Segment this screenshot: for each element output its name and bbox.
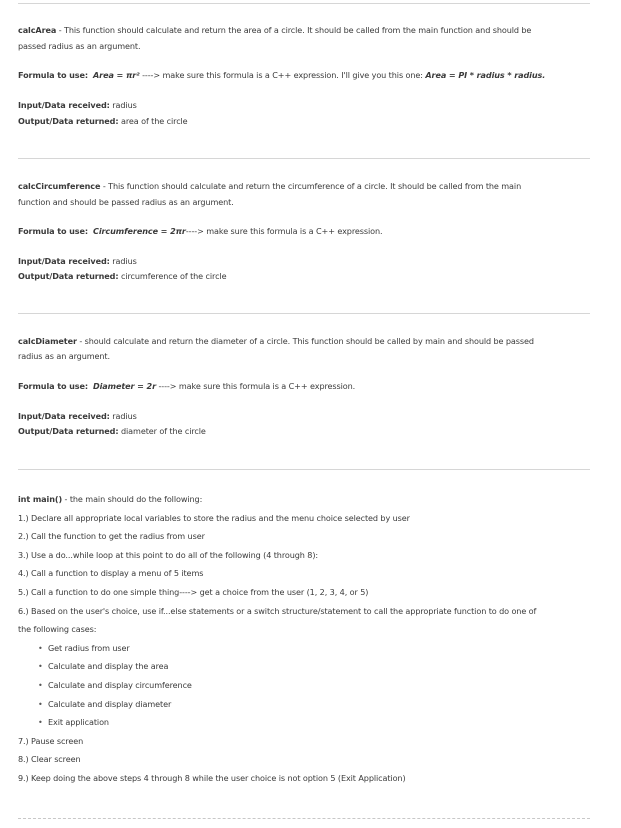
bottom-divider [18,818,590,819]
list-item: • Get radius from user [38,643,130,653]
calc-diameter-formula: Formula to use: Diameter = 2r ----> make sure this formula is a C++ expression. [18,381,356,391]
calc-diameter-desc-line-1: calcDiameter - should calculate and return the diameter of a circle. This function should be called by main and should be passed [18,336,534,346]
main-step: 6.) Based on the user's choice, use if...else statements or a switch structure/statement to call the appropriate function to do one of [18,606,537,616]
calc-circumference-formula: Formula to use: Circumference = 2πr----> make sure this formula is a C++ expression. [18,226,383,236]
calc-area-output: Output/Data returned: area of the circle [18,116,188,126]
calc-circumference-input: Input/Data received: radius [18,256,137,266]
main-step: 7.) Pause screen [18,736,84,746]
calc-area-desc-line-2: passed radius as an argument. [18,41,141,51]
function-name: calcCircumference [18,181,101,191]
function-name: int main() [18,494,63,504]
calc-area-formula: Formula to use: Area = πr² ----> make sure this formula is a C++ expression. I'll give you this one: Area = PI * radius * radius. [18,70,546,80]
main-step: 1.) Declare all appropriate local variables to store the radius and the menu choice selected by user [18,513,410,523]
main-intro: int main() - the main should do the following: [18,494,203,504]
main-step: 5.) Call a function to do one simple thing----> get a choice from the user (1, 2, 3, 4, or 5) [18,587,369,597]
function-name: calcDiameter [18,336,77,346]
main-step: 2.) Call the function to get the radius from user [18,531,205,541]
calc-area-desc-line-1: calcArea - This function should calculate and return the area of a circle. It should be called from the main function and should be [18,25,532,35]
list-item: • Calculate and display diameter [38,699,172,709]
calc-circumference-output: Output/Data returned: circumference of the circle [18,271,227,281]
divider [18,469,590,470]
calc-diameter-output: Output/Data returned: diameter of the circle [18,426,206,436]
list-item: • Calculate and display the area [38,661,169,671]
calc-diameter-input: Input/Data received: radius [18,411,137,421]
main-step: 4.) Call a function to display a menu of 5 items [18,568,204,578]
main-step: 8.) Clear screen [18,754,81,764]
list-item: • Exit application [38,717,109,727]
calc-area-input: Input/Data received: radius [18,100,137,110]
main-step: 3.) Use a do...while loop at this point to do all of the following (4 through 8): [18,550,319,560]
calc-circumference-desc-line-2: function and should be passed radius as an argument. [18,197,234,207]
calc-circumference-desc-line-1: calcCircumference - This function should calculate and return the circumference of a circle. It should be called from the main [18,181,522,191]
list-item: • Calculate and display circumference [38,680,192,690]
top-divider [18,3,590,4]
divider [18,158,590,159]
function-name: calcArea [18,25,57,35]
calc-diameter-desc-line-2: radius as an argument. [18,351,110,361]
main-step: the following cases: [18,624,97,634]
divider [18,313,590,314]
main-step: 9.) Keep doing the above steps 4 through 8 while the user choice is not option 5 (Exit Application) [18,773,406,783]
